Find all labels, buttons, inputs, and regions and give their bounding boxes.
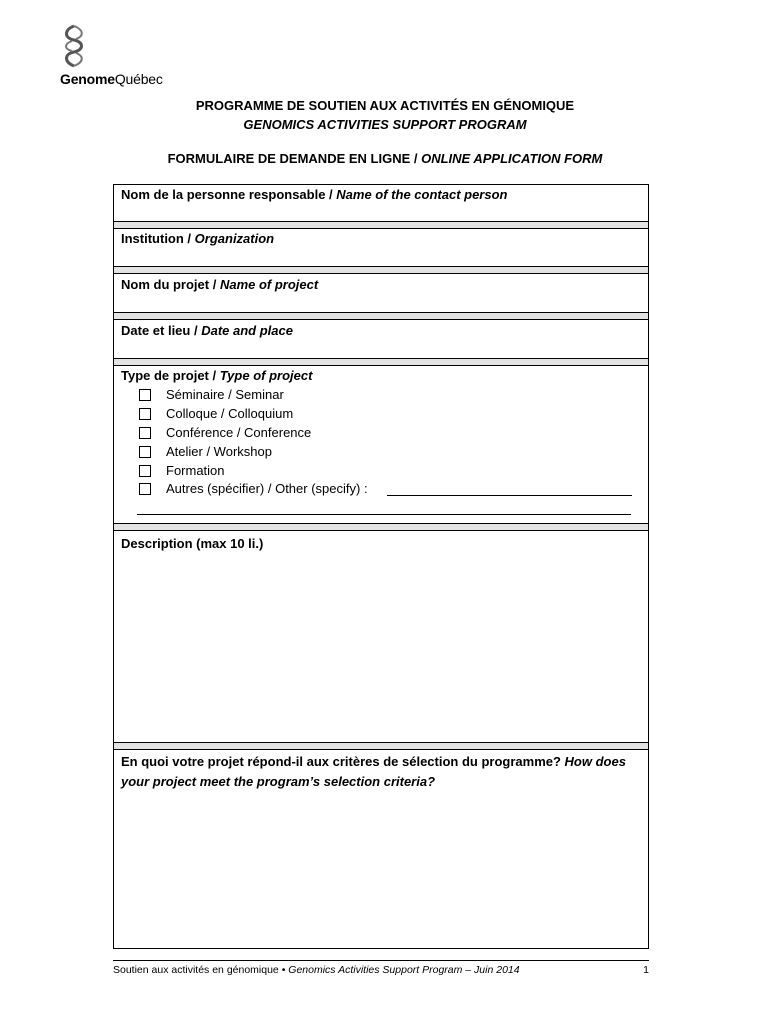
project-name-label: Nom du projet / Name of project bbox=[121, 277, 319, 292]
application-form bbox=[113, 184, 649, 949]
separator bbox=[114, 312, 648, 320]
form-title: FORMULAIRE DE DEMANDE EN LIGNE / ONLINE APPLICATION FORM bbox=[167, 151, 603, 166]
page-number: 1 bbox=[643, 964, 649, 976]
logo-wordmark: GenomeQuébec bbox=[60, 71, 163, 87]
separator bbox=[114, 742, 648, 750]
date-place-label: Date et lieu / Date and place bbox=[121, 323, 293, 338]
checkbox[interactable] bbox=[139, 446, 151, 458]
footer-text: Soutien aux activités en génomique • Genomics Activities Support Program – Juin 2014 bbox=[113, 964, 520, 976]
project-name-field[interactable] bbox=[114, 274, 648, 312]
checkbox[interactable] bbox=[139, 465, 151, 477]
other-specify-line-2[interactable] bbox=[137, 514, 631, 515]
checkbox[interactable] bbox=[139, 483, 151, 495]
other-specify-line[interactable] bbox=[387, 495, 632, 496]
project-type-label: Type de projet / Type of project bbox=[121, 368, 313, 383]
description-field[interactable] bbox=[114, 531, 648, 742]
program-title-en: GENOMICS ACTIVITIES SUPPORT PROGRAM bbox=[243, 117, 527, 132]
checkbox-other[interactable]: Autres (spécifier) / Other (specify) : bbox=[139, 481, 639, 499]
genome-quebec-logo bbox=[60, 24, 180, 88]
description-label: Description (max 10 li.) bbox=[121, 536, 264, 551]
date-place-field[interactable] bbox=[114, 320, 648, 358]
contact-person-label: Nom de la personne responsable / Name of the contact person bbox=[121, 187, 508, 202]
separator bbox=[114, 523, 648, 531]
separator bbox=[114, 358, 648, 366]
dna-helix-icon bbox=[62, 24, 86, 70]
institution-field[interactable] bbox=[114, 229, 648, 266]
project-type-section: Type de projet / Type of project Séminaire / Seminar Colloque / Colloquium Conférence / Conference Atelier / Workshop Formation Autres (spécifier) / Other (specify) : bbox=[114, 366, 648, 523]
checkbox[interactable] bbox=[139, 389, 151, 401]
checkbox[interactable] bbox=[139, 427, 151, 439]
contact-person-field[interactable] bbox=[114, 185, 648, 221]
institution-label: Institution / Organization bbox=[121, 231, 275, 246]
separator bbox=[114, 221, 648, 229]
footer-rule bbox=[113, 960, 649, 961]
selection-criteria-label: En quoi votre projet répond-il aux critères de sélection du programme? How does your project meet the program’s selection criteria? bbox=[121, 754, 626, 789]
separator bbox=[114, 266, 648, 274]
checkbox[interactable] bbox=[139, 408, 151, 420]
selection-criteria-field[interactable] bbox=[114, 750, 648, 948]
program-title-fr: PROGRAMME DE SOUTIEN AUX ACTIVITÉS EN GÉNOMIQUE bbox=[195, 98, 575, 113]
